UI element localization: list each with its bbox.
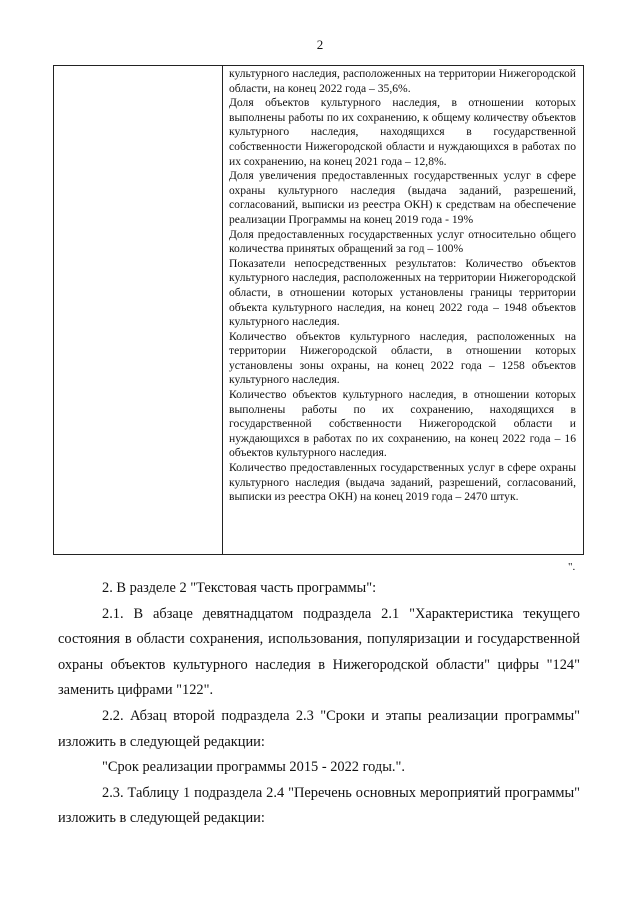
table-column-divider: [222, 66, 223, 554]
table-paragraph: Количество объектов культурного наследия, расположенных на территории Нижегородской области, в отношении которых установлены зоны охраны, на конец 2022 года – 1258 объектов культурного наследия.: [229, 329, 576, 387]
body-paragraph: 2.2. Абзац второй подраздела 2.3 "Сроки и этапы реализации программы" изложить в следующей редакции:: [58, 707, 580, 750]
body-paragraph: "Срок реализации программы 2015 - 2022 годы.".: [102, 759, 405, 776]
document-body: [58, 576, 580, 832]
table-paragraph: Количество предоставленных государственных услуг в сфере охраны культурного наследия (выдача заданий, разрешений, согласований, выписки из реестра ОКН) на конец 2019 года – 2470 штук.: [229, 461, 576, 504]
page-number: 2: [316, 37, 324, 52]
table-paragraph: Доля увеличения предоставленных государственных услуг в сфере охраны культурного наследия (выдача заданий, разрешений, согласований, выписки из реестра ОКН) к средствам на обеспечение реализации Программы на конец 2019 года - 19%: [229, 169, 576, 226]
closing-quote-mark: ".: [568, 561, 576, 573]
table-right-cell: [229, 67, 576, 505]
body-paragraph: 2.1. В абзаце девятнадцатом подраздела 2.1 "Характеристика текущего состояния в области сохранения, использования, популяризации и государственной охраны объектов культурного наследия в Нижегородской области" цифры "124" заменить цифрами "122".: [58, 605, 580, 699]
table-paragraph: культурного наследия, расположенных на территории Нижегородской области, на конец 2022 года – 35,6%.: [229, 67, 576, 95]
table-paragraph: Количество объектов культурного наследия, в отношении которых выполнены работы по их сохранению, находящихся в государственной собственности Нижегородской области и нуждающихся в работах по их сохранению, на конец 2022 года – 16 объектов культурного наследия.: [229, 388, 576, 460]
table-paragraph: Показатели непосредственных результатов: Количество объектов культурного наследия, расположенных на территории Нижегородской области, в отношении которых установлены границы территории объекта культурного наследия, на конец 2022 года – 1948 объектов культурного наследия.: [229, 256, 576, 329]
body-paragraph: 2.3. Таблицу 1 подраздела 2.4 "Перечень основных мероприятий программы" изложить в следующей редакции:: [58, 784, 580, 827]
indicators-table: [53, 65, 584, 555]
table-paragraph: Доля объектов культурного наследия, в отношении которых выполнены работы по их сохранению, к общему количеству объектов культурного наследия, находящихся в государственной собственности Нижегородской области и нуждающихся в работах по их сохранению, на конец 2021 года – 12,8%.: [229, 96, 576, 168]
table-paragraph: Доля предоставленных государственных услуг относительно общего количества принятых обращений за год – 100%: [229, 227, 576, 256]
body-paragraph: 2. В разделе 2 "Текстовая часть программы":: [102, 580, 377, 596]
